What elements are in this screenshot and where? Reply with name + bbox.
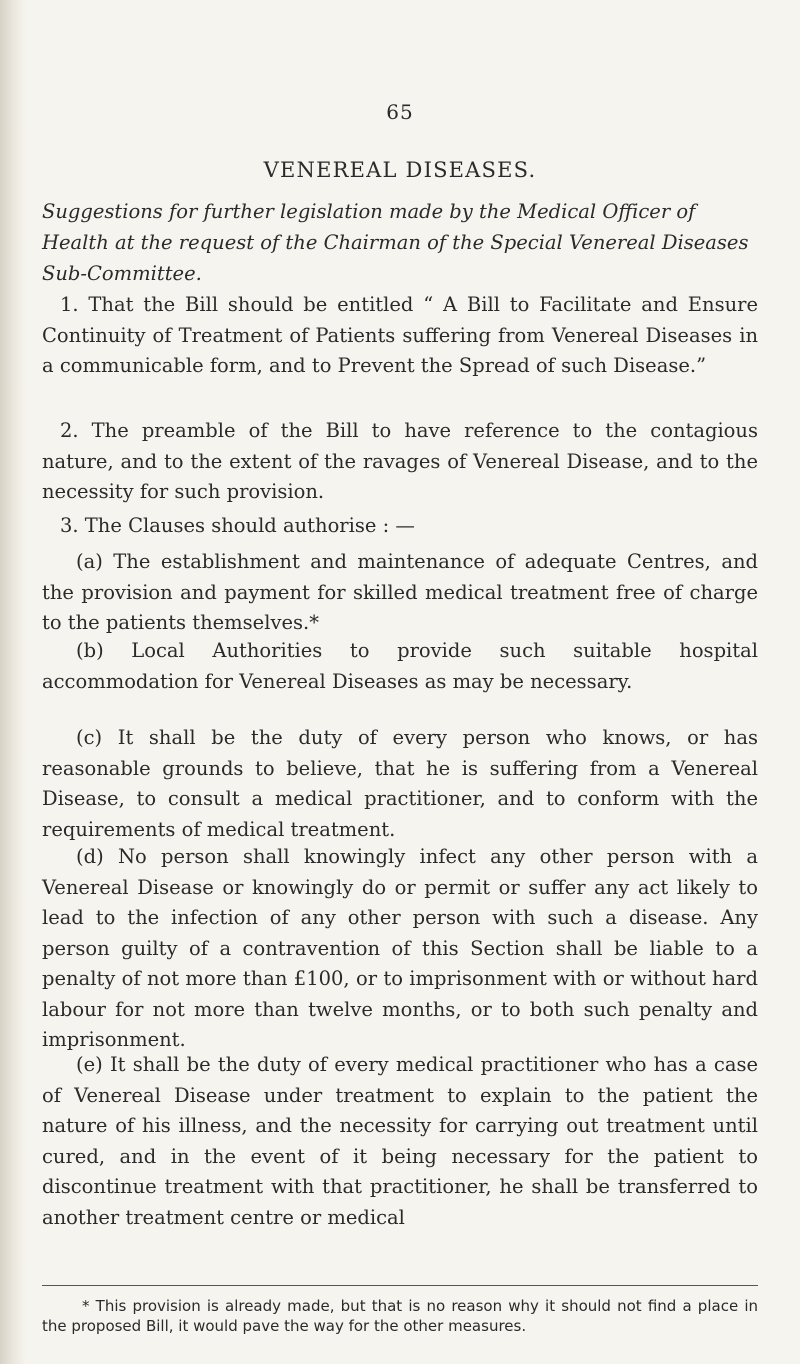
- page-title: VENEREAL DISEASES.: [263, 158, 537, 182]
- footnote: [42, 1296, 758, 1336]
- paragraph-1: [42, 290, 758, 382]
- clause-b-text: (b) Local Authorities to provide such suitable hospital accommodation for Venereal Diseases as may be necessary.: [42, 639, 758, 693]
- clause-a-text: (a) The establishment and maintenance of adequate Centres, and the provision and payment for skilled medical treatment free of charge to the patients themselves.*: [42, 550, 758, 634]
- clause-a: [42, 547, 758, 639]
- clause-e: [42, 1050, 758, 1233]
- paragraph-2-text: 2. The preamble of the Bill to have reference to the contagious nature, and to the extent of the ravages of Venereal Disease, and to the necessity for such provision.: [42, 419, 758, 503]
- footnote-divider: [42, 1285, 758, 1286]
- subtitle: Suggestions for further legislation made by the Medical Officer of Health at the request of the Chairman of the Special Venereal Diseases Sub-Committee.: [42, 200, 749, 285]
- clause-c-text: (c) It shall be the duty of every person who knows, or has reasonable grounds to believe, that he is suffering from a Venereal Disease, to consult a medical practitioner, and to conform with the requirements of medical treatment.: [42, 726, 758, 841]
- clause-b: [42, 636, 758, 697]
- clause-e-text: (e) It shall be the duty of every medical practitioner who has a case of Venereal Disease under treatment to explain to the patient the nature of his illness, and the necessity for carrying out treatment until cured, and in the event of it being necessary for the patient to discontinue treatment with that practitioner, he shall be transferred to another treatment centre or medical: [42, 1053, 758, 1229]
- clause-d-text: (d) No person shall knowingly infect any other person with a Venereal Disease or knowingly do or permit or suffer any act likely to lead to the infection of any other person with such a disease. Any person guilty of a contravention of this Section shall be liable to a penalty of not more than £100, or to imprisonment with or without hard labour for not more than twelve months, or to both such penalty and imprisonment.: [42, 845, 758, 1051]
- clause-c: [42, 723, 758, 845]
- paragraph-1-text: 1. That the Bill should be entitled “ A Bill to Facilitate and Ensure Continuity of Treatment of Patients suffering from Venereal Diseases in a communicable form, and to Prevent the Spread of such Disease.”: [42, 293, 758, 377]
- paragraph-2: [42, 416, 758, 508]
- page-number: 65: [386, 100, 414, 124]
- paragraph-3-text: 3. The Clauses should authorise : —: [60, 514, 415, 537]
- paragraph-3: [42, 511, 758, 542]
- footnote-text: * This provision is already made, but that is no reason why it should not find a place in the proposed Bill, it would pave the way for the other measures.: [42, 1297, 758, 1335]
- clause-d: [42, 842, 758, 1056]
